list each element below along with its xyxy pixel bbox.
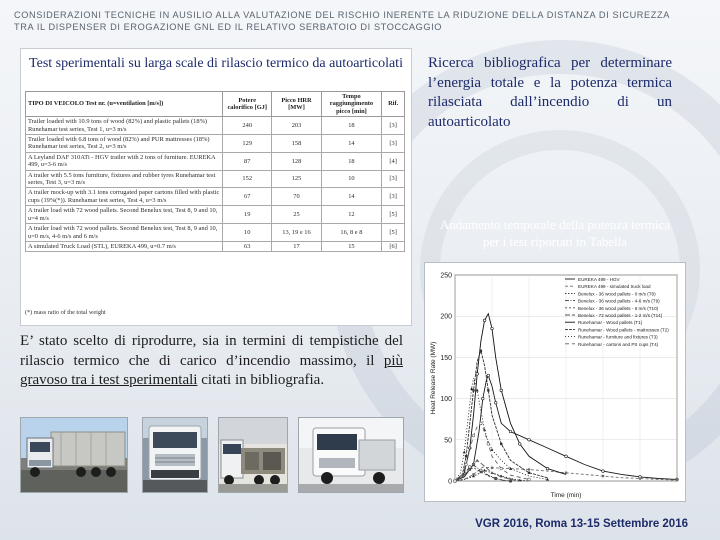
legend-entry: EUREKA 499 - HGV: [578, 277, 620, 282]
legend-entry: Benelux - 36 wood pallets - 0 m/s (T8): [578, 291, 656, 297]
series-point: [565, 472, 567, 474]
cell-vehicle: A Leyland DAF 310ATi - HGV trailer with 2 tons of furniture. EUREKA 499, u=3-6 m/s: [26, 152, 223, 170]
truck-photo-3: [218, 417, 288, 493]
series-point: [602, 470, 605, 473]
legend-entry: Benelux - 36 wood pallets - 4-6 m/s (T9): [578, 298, 660, 304]
series-point: [528, 439, 531, 442]
cell-vehicle: Trailer loaded with 6.8 tons of wood (82%) and PUR mattresses (18%) Runehamar test series, Test 2, u=3 m/s: [26, 135, 223, 153]
legend-entry: Benelux - 72 wood pallets - 1-2 m/s (T14): [578, 313, 663, 318]
cell-peak-hrr: 125: [272, 170, 321, 188]
truck-photo-3-image: [219, 418, 287, 492]
truck-photo-4: [298, 417, 404, 493]
series-point: [480, 471, 482, 473]
series-point: [500, 443, 502, 445]
cell-vehicle: A trailer mock-up with 3.1 tons corrugated paper cartons filled with plastic cups (19%(*)). Runehamar test series, Test 4, u=3 m/s: [26, 188, 223, 206]
table-row: [26, 152, 405, 170]
cell-calorific: 129: [223, 135, 272, 153]
series-point: [491, 467, 493, 469]
cell-vehicle: A trailer load with 72 wood pallets. Second Benelux test, Test 8, 9 and 10, u=4 m/s: [26, 206, 223, 224]
footer-event: VGR 2016, Roma 13-15 Settembre 2016: [475, 518, 688, 530]
cell-peak-hrr: 25: [272, 206, 321, 224]
legend-entry: Runehamar - furniture and fixtures (T3): [578, 334, 658, 340]
series-point: [500, 467, 503, 470]
series-point: [454, 480, 457, 483]
y-axis-label: Heat Release Rate (MW): [430, 341, 437, 415]
cell-peak-time: 12: [321, 206, 382, 224]
conclusion-part-2: citati in bibliografia.: [197, 372, 325, 389]
series-point: [546, 467, 549, 470]
series-point: [565, 455, 568, 458]
cell-ref: [3]: [382, 170, 405, 188]
cell-peak-hrr: 13, 19 e 16: [272, 224, 321, 242]
cell-vehicle: A trailer load with 72 wood pallets. Second Benelux test, Test 8, 9 and 10, u=0 m/s, 4-6 m/s and 6 m/s: [26, 224, 223, 242]
panel-title: Test sperimentali su larga scale di rilascio termico da autoarticolati: [29, 56, 403, 71]
y-tick-label: 100: [440, 396, 452, 404]
experimental-tests-panel: [20, 48, 412, 326]
chart-caption: Andamento temporale della potenza termica per i test riportati in Tabella: [439, 217, 671, 249]
tests-table: [25, 91, 405, 252]
table-row: [26, 135, 405, 153]
cell-ref: [4]: [382, 152, 405, 170]
series-point: [480, 350, 482, 352]
truck-photo-2: [142, 417, 208, 493]
x-axis-label: Time (min): [550, 492, 582, 499]
truck-photo-1-image: [21, 418, 127, 492]
legend-entry: Runehamar - Wood pallets - mattresses (T2): [578, 327, 669, 333]
series-point: [465, 463, 468, 466]
col-header-peak-time: Tempo raggiungimento picco [min]: [321, 92, 382, 117]
research-text: Ricerca bibliografica per determinare l’energia totale e la potenza termica rilasciata dall’incendio di un autoarticolato: [428, 55, 672, 130]
cell-peak-hrr: 128: [272, 152, 321, 170]
table-body: [26, 117, 405, 252]
cell-calorific: 87: [223, 152, 272, 170]
cell-peak-hrr: 17: [272, 241, 321, 251]
table-row: [26, 241, 405, 251]
legend-entry: Benelux - 36 wood pallets - 6 m/s (T10): [578, 305, 659, 311]
y-tick-label: 150: [440, 354, 452, 362]
table-row: [26, 170, 405, 188]
y-tick-label: 50: [444, 437, 452, 445]
table-row: [26, 188, 405, 206]
series-point: [494, 401, 497, 404]
cell-vehicle: A simulated Truck Load (STL), EUREKA 499, u=0.7 m/s: [26, 241, 223, 251]
series-point: [487, 389, 489, 391]
cell-peak-time: 15: [321, 241, 382, 251]
series-point: [602, 475, 604, 477]
series-point: [465, 455, 467, 457]
cell-calorific: 240: [223, 117, 272, 135]
cell-peak-time: 16, 8 e 8: [321, 224, 382, 242]
cell-ref: [5]: [382, 224, 405, 242]
cell-peak-time: 18: [321, 117, 382, 135]
series-point: [491, 327, 494, 330]
series-point: [483, 319, 486, 322]
cell-vehicle: Trailer loaded with 10.9 tons of wood (82%) and plastic pallets (18%) Runehamar test series, Test 1, u=3 m/s: [26, 117, 223, 135]
legend-entry: Runehamar - Wood pallets (T1): [578, 320, 643, 326]
cell-calorific: 19: [223, 206, 272, 224]
series-point: [500, 389, 503, 392]
y-tick-label: 0: [448, 478, 452, 486]
cell-ref: [3]: [382, 117, 405, 135]
table-row: [26, 224, 405, 242]
table-row: [26, 206, 405, 224]
cell-ref: [6]: [382, 241, 405, 251]
series-point: [487, 443, 490, 446]
col-header-ref: Rif.: [382, 92, 405, 117]
cell-calorific: 67: [223, 188, 272, 206]
series-point: [676, 479, 678, 481]
series-point: [480, 422, 483, 425]
conclusion-underlined: più gravoso tra i test sperimentali: [20, 352, 403, 389]
conclusion-text: [20, 332, 403, 391]
conclusion-part-1: E’ stato scelto di riprodurre, sia in termini di tempistiche del rilascio termico che di carico d’incendio massimo, il: [20, 333, 403, 369]
series-point: [509, 430, 512, 433]
series-point: [528, 472, 530, 474]
series-point: [528, 468, 530, 470]
table-header-row: [26, 92, 405, 117]
cell-ref: [3]: [382, 188, 405, 206]
cell-ref: [3]: [382, 135, 405, 153]
y-tick-label: 250: [440, 272, 452, 280]
legend-entry: Runehamar - cartons and PS cups (T4): [578, 341, 659, 347]
cell-vehicle: A trailer with 5.5 tons furniture, fixtures and rubber tyres Runehamar test series, Test 3, u=3 m/s: [26, 170, 223, 188]
col-header-calorific: Potere calorifico [GJ]: [223, 92, 272, 117]
col-header-vehicle: TIPO DI VEICOLO Test nr. (u=ventilation [m/s]): [26, 92, 223, 117]
slide-header: [14, 9, 704, 33]
truck-photo-4-image: [299, 418, 403, 492]
cell-peak-time: 10: [321, 170, 382, 188]
y-tick-label: 200: [440, 313, 452, 321]
truck-photo-2-image: [143, 418, 207, 492]
table-row: [26, 117, 405, 135]
series-point: [481, 397, 484, 400]
cell-ref: [5]: [382, 206, 405, 224]
legend-entry: EUREKA 499 - simulated truck load: [578, 284, 651, 290]
header-line-1: CONSIDERAZIONI TECNICHE IN AUSILIO ALLA VALUTAZIONE DEL RISCHIO INERENTE LA RIDUZIONE DELLA DISTANZA DI SICUREZZA: [14, 10, 670, 20]
cell-peak-time: 18: [321, 152, 382, 170]
series-point: [476, 373, 479, 376]
cell-peak-time: 14: [321, 188, 382, 206]
table-footnote: (*) mass ratio of the total weight: [25, 309, 106, 316]
series-point: [528, 478, 531, 481]
cell-peak-time: 14: [321, 135, 382, 153]
cell-peak-hrr: 203: [272, 117, 321, 135]
series-point: [487, 374, 490, 377]
cell-peak-hrr: 70: [272, 188, 321, 206]
cell-calorific: 10: [223, 224, 272, 242]
cell-peak-hrr: 158: [272, 135, 321, 153]
hrr-chart-panel: [424, 262, 686, 502]
series-point: [639, 477, 641, 479]
col-header-peak-hrr: Picco HRR [MW]: [272, 92, 321, 117]
series-point: [518, 443, 521, 446]
cell-calorific: 152: [223, 170, 272, 188]
header-line-2: TRA IL DISPENSER DI EROGAZIONE GNL ED IL RELATIVO SERBATOIO DI STOCCAGGIO: [14, 22, 443, 32]
series-point: [495, 477, 497, 479]
series-point: [472, 434, 475, 437]
truck-photo-1: [20, 417, 128, 493]
hrr-chart: [425, 263, 685, 501]
tests-table-wrapper: [25, 91, 405, 252]
cell-calorific: 63: [223, 241, 272, 251]
